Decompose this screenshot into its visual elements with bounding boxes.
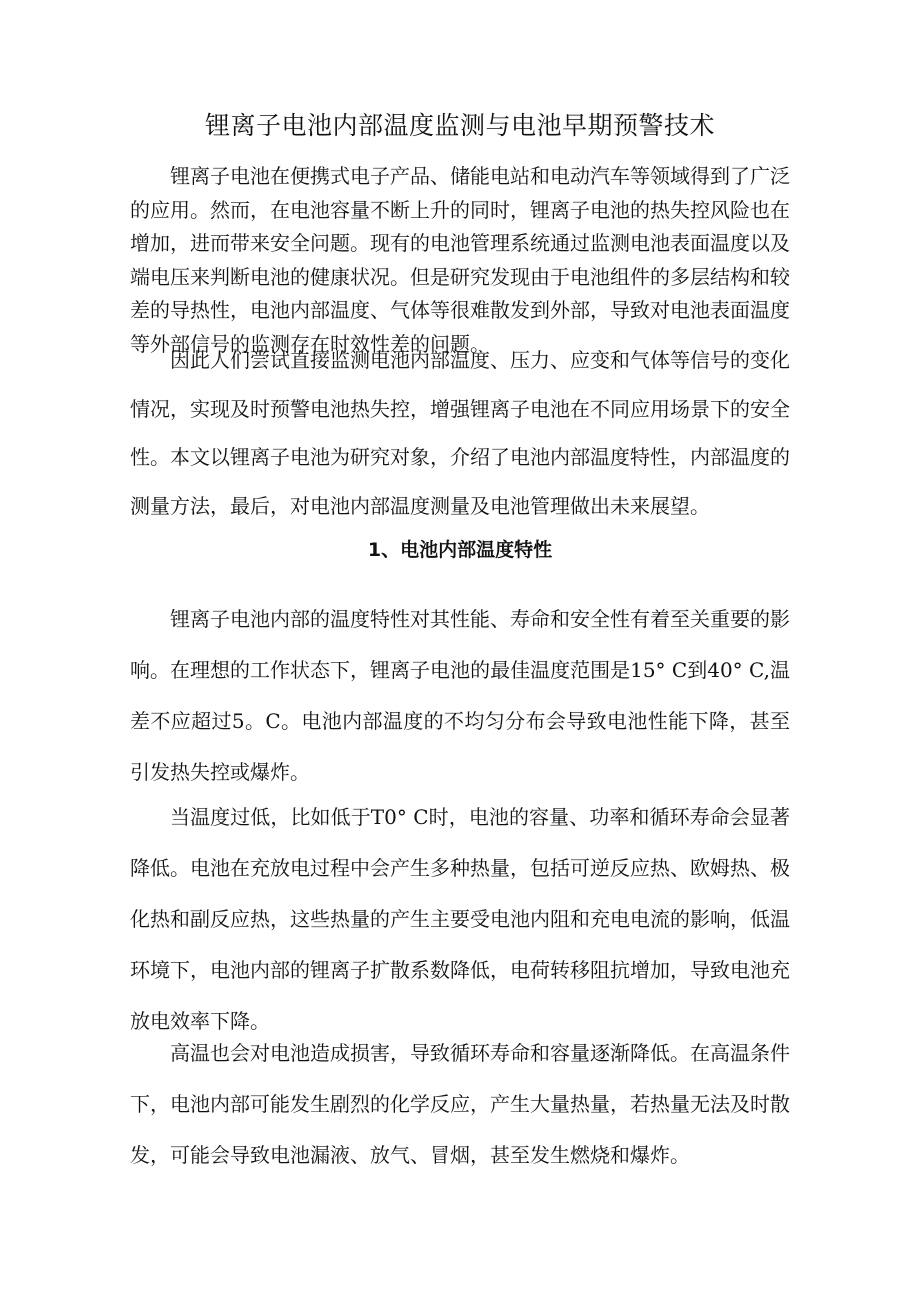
- section-paragraph-1: 锂离子电池内部的温度特性对其性能、寿命和安全性有着至关重要的影响。在理想的工作状态下，锂离子电池的最佳温度范围是15° C到40° C,温差不应超过5。C。电池内部温度的不均匀分布会导致电池性能下降，甚至引发热失控或爆炸。: [130, 607, 790, 784]
- intro-paragraph-2: 因此人们尝试直接监测电池内部温度、压力、应变和气体等信号的变化情况，实现及时预警电池热失控，增强锂离子电池在不同应用场景下的安全性。本文以锂离子电池为研究对象，介绍了电池内部温度特性，内部温度的测量方法，最后，对电池内部温度测量及电池管理做出未来展望。: [130, 348, 790, 518]
- intro-paragraph-1: 锂离子电池在便携式电子产品、储能电站和电动汽车等领域得到了广泛的应用。然而，在电池容量不断上升的同时，锂离子电池的热失控风险也在增加，进而带来安全问题。现有的电池管理系统通过监测电池表面温度以及端电压来判断电池的健康状况。但是研究发现由于电池组件的多层结构和较差的导热性，电池内部温度、气体等很难散发到外部，导致对电池表面温度等外部信号的监测存在时效性差的问题。: [130, 164, 790, 356]
- section-paragraph-2: 当温度过低，比如低于T0° C时，电池的容量、功率和循环寿命会显著降低。电池在充放电过程中会产生多种热量，包括可逆反应热、欧姆热、极化热和副反应热，这些热量的产生主要受电池内阻和充电电流的影响，低温环境下，电池内部的锂离子扩散系数降低，电荷转移阻抗增加，导致电池充放电效率下降。: [130, 805, 790, 1033]
- section-paragraph-3: 高温也会对电池造成损害，导致循环寿命和容量逐渐降低。在高温条件下，电池内部可能发生剧烈的化学反应，产生大量热量，若热量无法及时散发，可能会导致电池漏液、放气、冒烟，甚至发生燃烧和爆炸。: [130, 1041, 790, 1167]
- document-title: 锂离子电池内部温度监测与电池早期预警技术: [204, 111, 715, 140]
- section-heading: 1、电池内部温度特性: [367, 539, 553, 561]
